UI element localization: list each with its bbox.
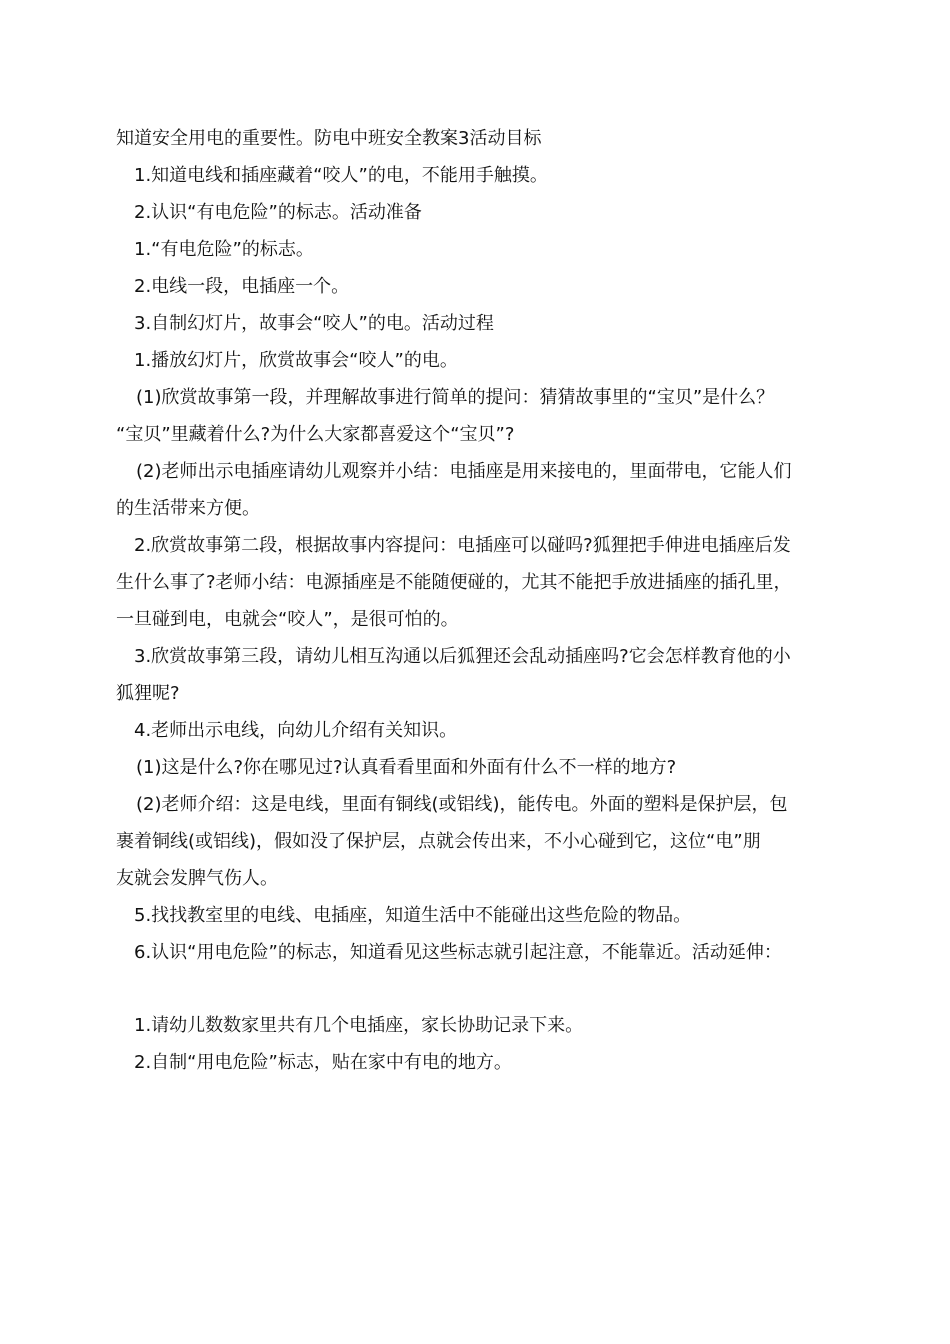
text-line: 1.“有电危险”的标志。: [134, 239, 314, 260]
text-line: 5.找找教室里的电线、电插座，知道生活中不能碰出这些危险的物品。: [134, 905, 692, 926]
text-line: “宝贝”里藏着什么?为什么大家都喜爱这个“宝贝”?: [116, 424, 515, 445]
text-line: 6.认识“用电危险”的标志，知道看见这些标志就引起注意，不能靠近。活动延伸：: [134, 942, 782, 963]
text-line: (1)欣赏故事第一段，并理解故事进行简单的提问：猜猜故事里的“宝贝”是什么？: [136, 387, 775, 408]
text-line: 裹着铜线(或铝线)，假如没了保护层，点就会传出来，不小心碰到它，这位“电”朋: [116, 831, 761, 852]
text-line: (2)老师出示电插座请幼儿观察并小结：电插座是用来接电的，里面带电，它能人们: [136, 461, 792, 482]
text-line: 友就会发脾气伤人。: [116, 868, 278, 889]
text-line: 2.欣赏故事第二段，根据故事内容提问：电插座可以碰吗?狐狸把手伸进电插座后发: [134, 535, 791, 556]
text-line: 1.知道电线和插座藏着“咬人”的电，不能用手触摸。: [134, 165, 548, 186]
text-line: 知道安全用电的重要性。防电中班安全教案3活动目标: [116, 128, 542, 149]
text-line: 2.自制“用电危险”标志，贴在家中有电的地方。: [134, 1052, 512, 1073]
text-line: 3.自制幻灯片，故事会“咬人”的电。活动过程: [134, 313, 494, 334]
paragraph-gap: [116, 971, 836, 1007]
text-line: 一旦碰到电，电就会“咬人”，是很可怕的。: [116, 609, 459, 630]
text-line: (1)这是什么?你在哪见过?认真看看里面和外面有什么不一样的地方?: [136, 757, 677, 778]
text-line: 1.播放幻灯片，欣赏故事会“咬人”的电。: [134, 350, 458, 371]
text-line: 2.认识“有电危险”的标志。活动准备: [134, 202, 422, 223]
text-line: 4.老师出示电线，向幼儿介绍有关知识。: [134, 720, 458, 741]
text-line: 3.欣赏故事第三段，请幼儿相互沟通以后狐狸还会乱动插座吗?它会怎样教育他的小: [134, 646, 791, 667]
text-line: (2)老师介绍：这是电线，里面有铜线(或铝线)，能传电。外面的塑料是保护层，包: [136, 794, 788, 815]
text-line: 生什么事了?老师小结：电源插座是不能随便碰的，尤其不能把手放进插座的插孔里，: [116, 572, 792, 593]
text-line: 的生活带来方便。: [116, 498, 260, 519]
text-line: 2.电线一段，电插座一个。: [134, 276, 350, 297]
document-body: [116, 120, 836, 1081]
text-line: 狐狸呢?: [116, 683, 180, 704]
text-line: 1.请幼儿数数家里共有几个电插座，家长协助记录下来。: [134, 1015, 584, 1036]
